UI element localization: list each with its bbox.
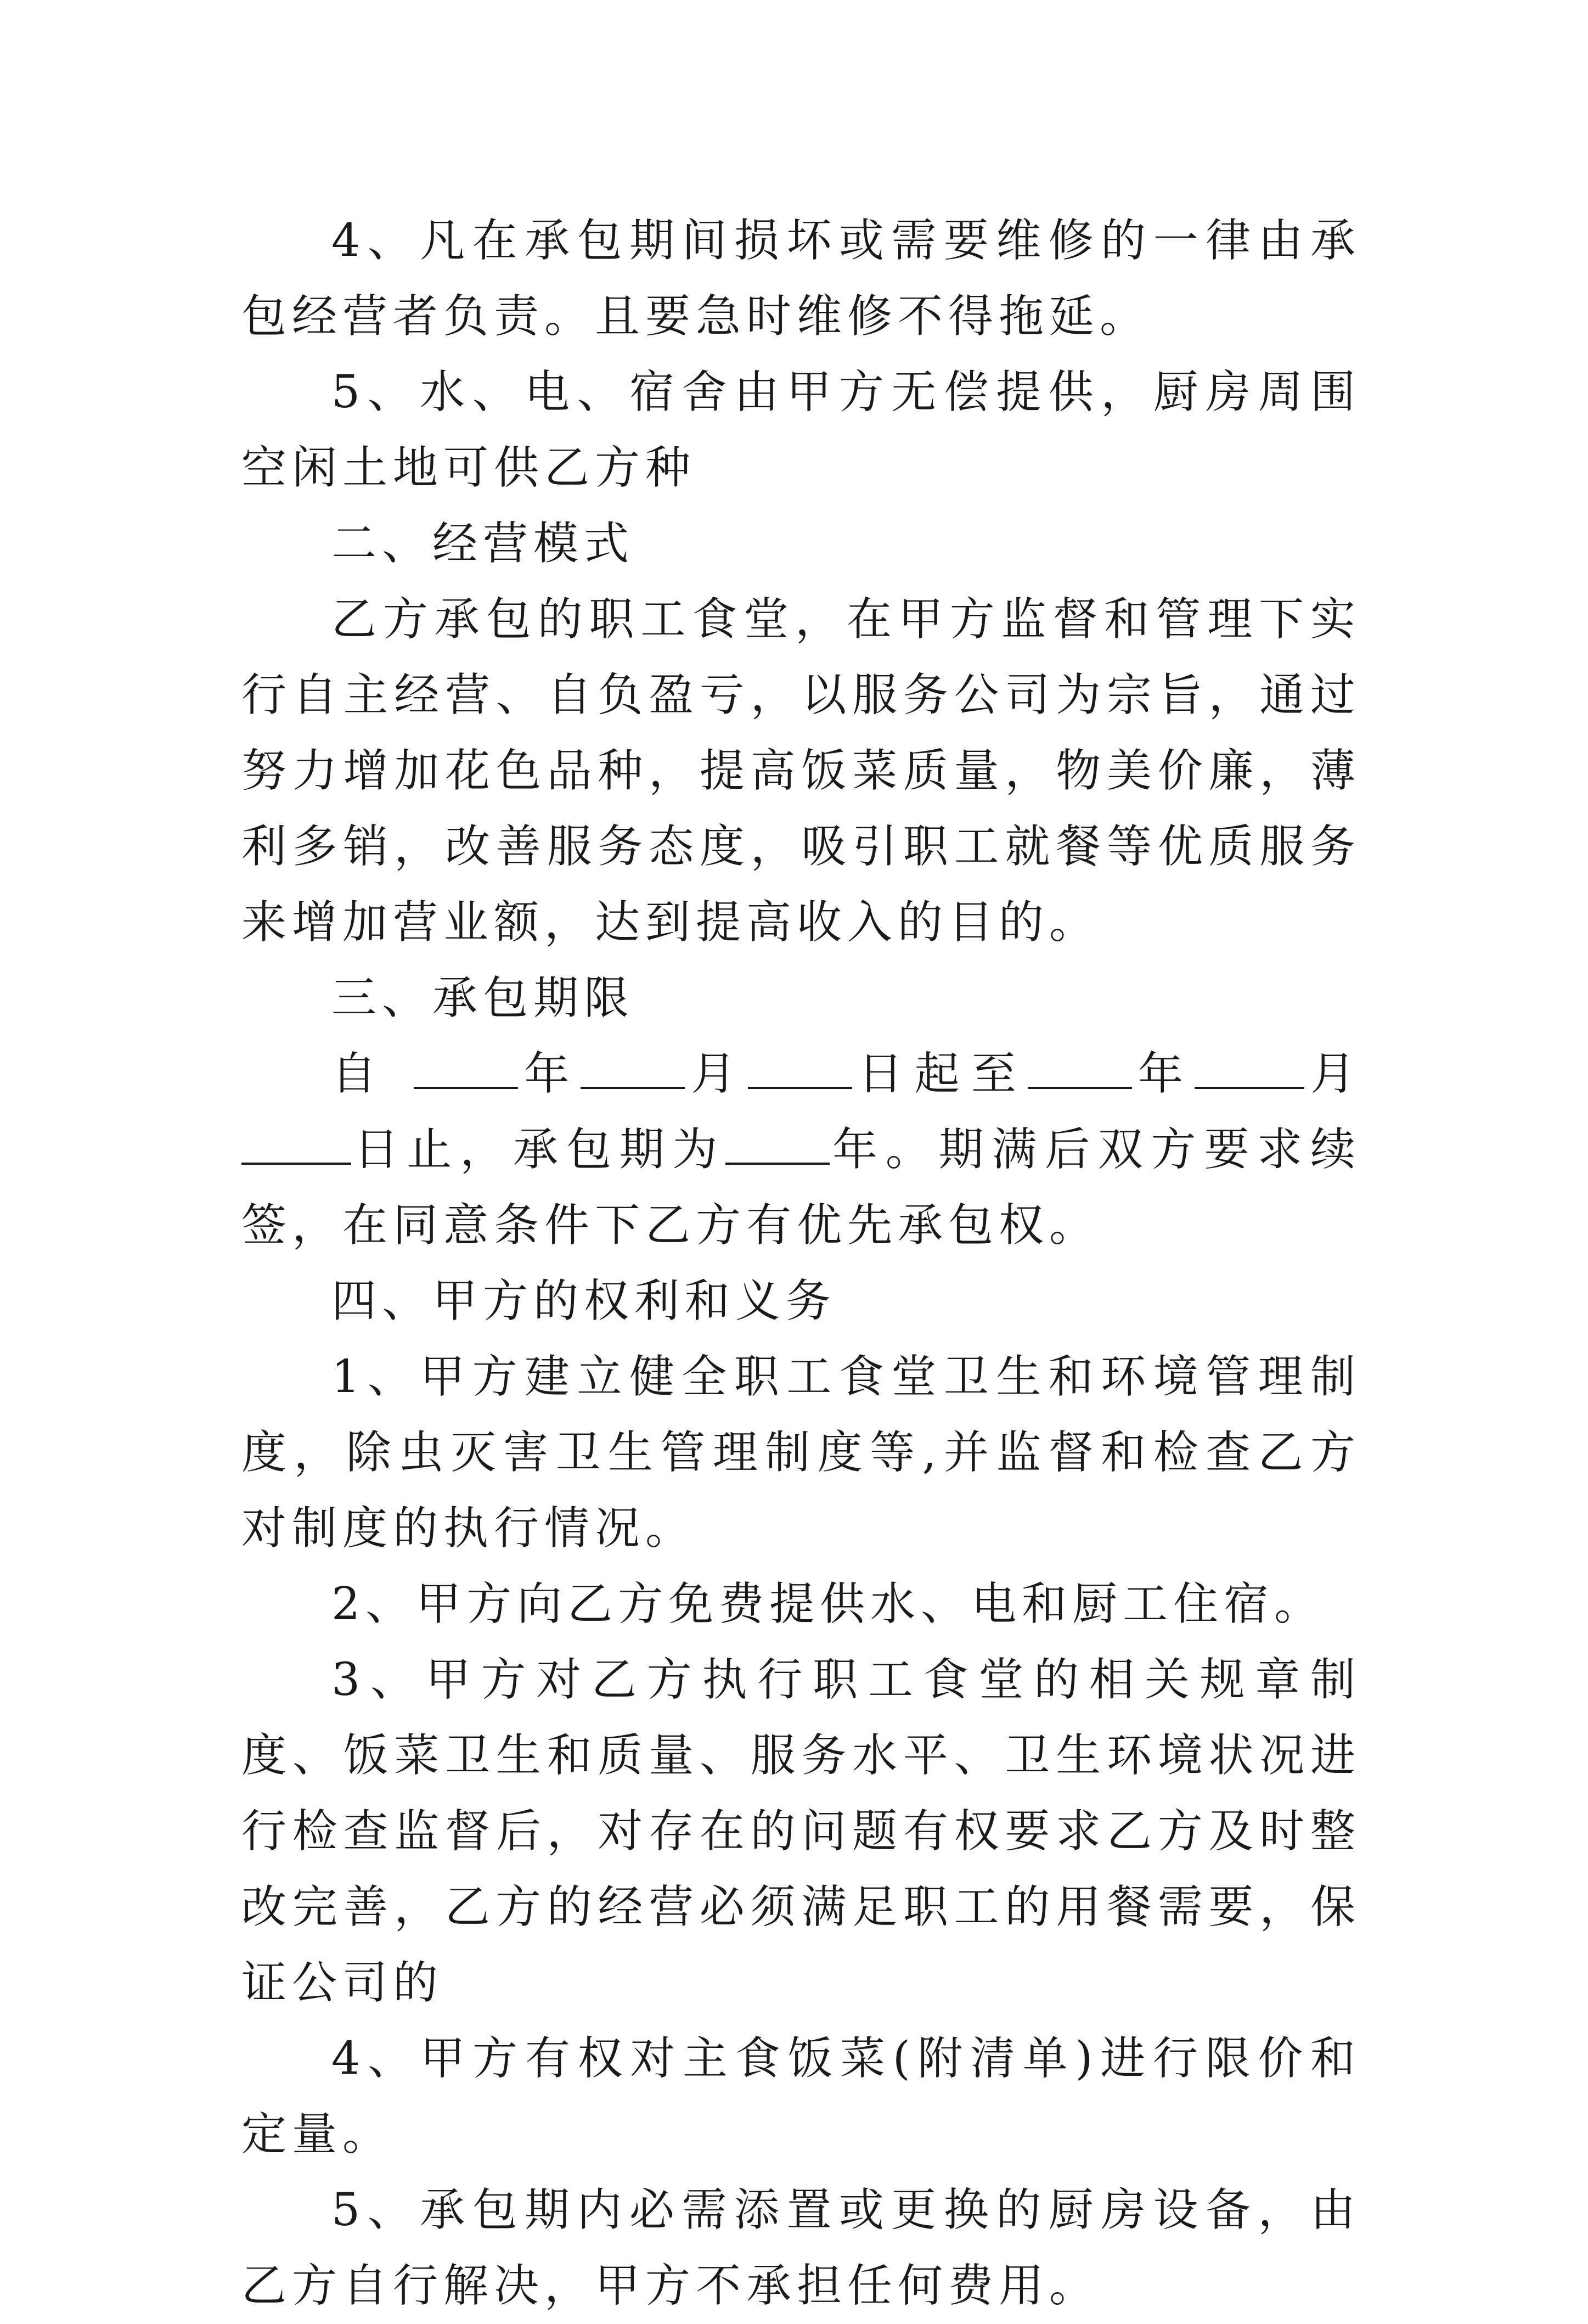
term-start-text: 自 xyxy=(331,1048,388,1100)
blank-end-year[interactable] xyxy=(1028,1038,1132,1089)
term-year2-text: 年 xyxy=(1131,1048,1195,1100)
paragraph-party-a-clause-1: 1、甲方建立健全职工食堂卫生和环境管理制度，除虫灭害卫生管理制度等,并监督和检查乙方对制度的执行情况。 xyxy=(241,1351,1361,1554)
paragraph-clause-4-repairs: 4、凡在承包期间损坏或需要维修的一律由承包经营者负责。且要急时维修不得拖延。 xyxy=(241,215,1361,343)
paragraph-business-model: 乙方承包的职工食堂，在甲方监督和管理下实行自主经营、自负盈亏，以服务公司为宗旨，通过努力增加花色品种，提高饭菜质量，物美价廉，薄利多销，改善服务态度，吸引职工就餐等优质服务来增加营业额，达到提高收入的目的。 xyxy=(241,593,1361,948)
section-heading-business-model: 二、经营模式 xyxy=(331,518,635,570)
term-month2-text: 月 xyxy=(1304,1048,1361,1100)
term-period-text: 年。期满后双方要求续签，在同意条件下乙方有优先承包权。 xyxy=(241,1124,1361,1251)
section-heading-party-a-rights: 四、甲方的权利和义务 xyxy=(331,1275,837,1327)
paragraph-party-a-clause-5: 5、承包期内必需添置或更换的厨房设备，由乙方自行解决，甲方不承担任何费用。 xyxy=(241,2184,1361,2312)
blank-end-month[interactable] xyxy=(1195,1038,1304,1089)
document-body xyxy=(241,203,1361,2324)
paragraph-party-a-clause-4: 4、甲方有权对主食饭菜(附清单)进行限价和定量。 xyxy=(241,2033,1361,2160)
term-month-text: 月 xyxy=(685,1048,748,1100)
term-day-to-text: 日起至 xyxy=(852,1048,1028,1100)
term-year-text: 年 xyxy=(518,1048,581,1100)
blank-start-year[interactable] xyxy=(414,1038,518,1089)
paragraph-party-a-clause-3: 3、甲方对乙方执行职工食堂的相关规章制度、饭菜卫生和质量、服务水平、卫生环境状况进行检查监督后，对存在的问题有权要求乙方及时整改完善，乙方的经营必须满足职工的用餐需要，保证公司的 xyxy=(241,1654,1361,2009)
paragraph-clause-5-utilities: 5、水、电、宿舍由甲方无偿提供，厨房周围空闲土地可供乙方种 xyxy=(241,366,1361,494)
term-end-text: 日止，承包期为 xyxy=(351,1124,726,1176)
section-heading-contract-term: 三、承包期限 xyxy=(331,972,635,1024)
blank-start-day[interactable] xyxy=(748,1038,852,1089)
blank-end-day[interactable] xyxy=(241,1114,351,1165)
paragraph-contract-term xyxy=(241,1036,1361,1264)
paragraph-party-a-clause-2: 2、甲方向乙方免费提供水、电和厨工住宿。 xyxy=(331,1578,1325,1630)
blank-term-years[interactable] xyxy=(725,1114,830,1165)
blank-start-month[interactable] xyxy=(581,1038,685,1089)
